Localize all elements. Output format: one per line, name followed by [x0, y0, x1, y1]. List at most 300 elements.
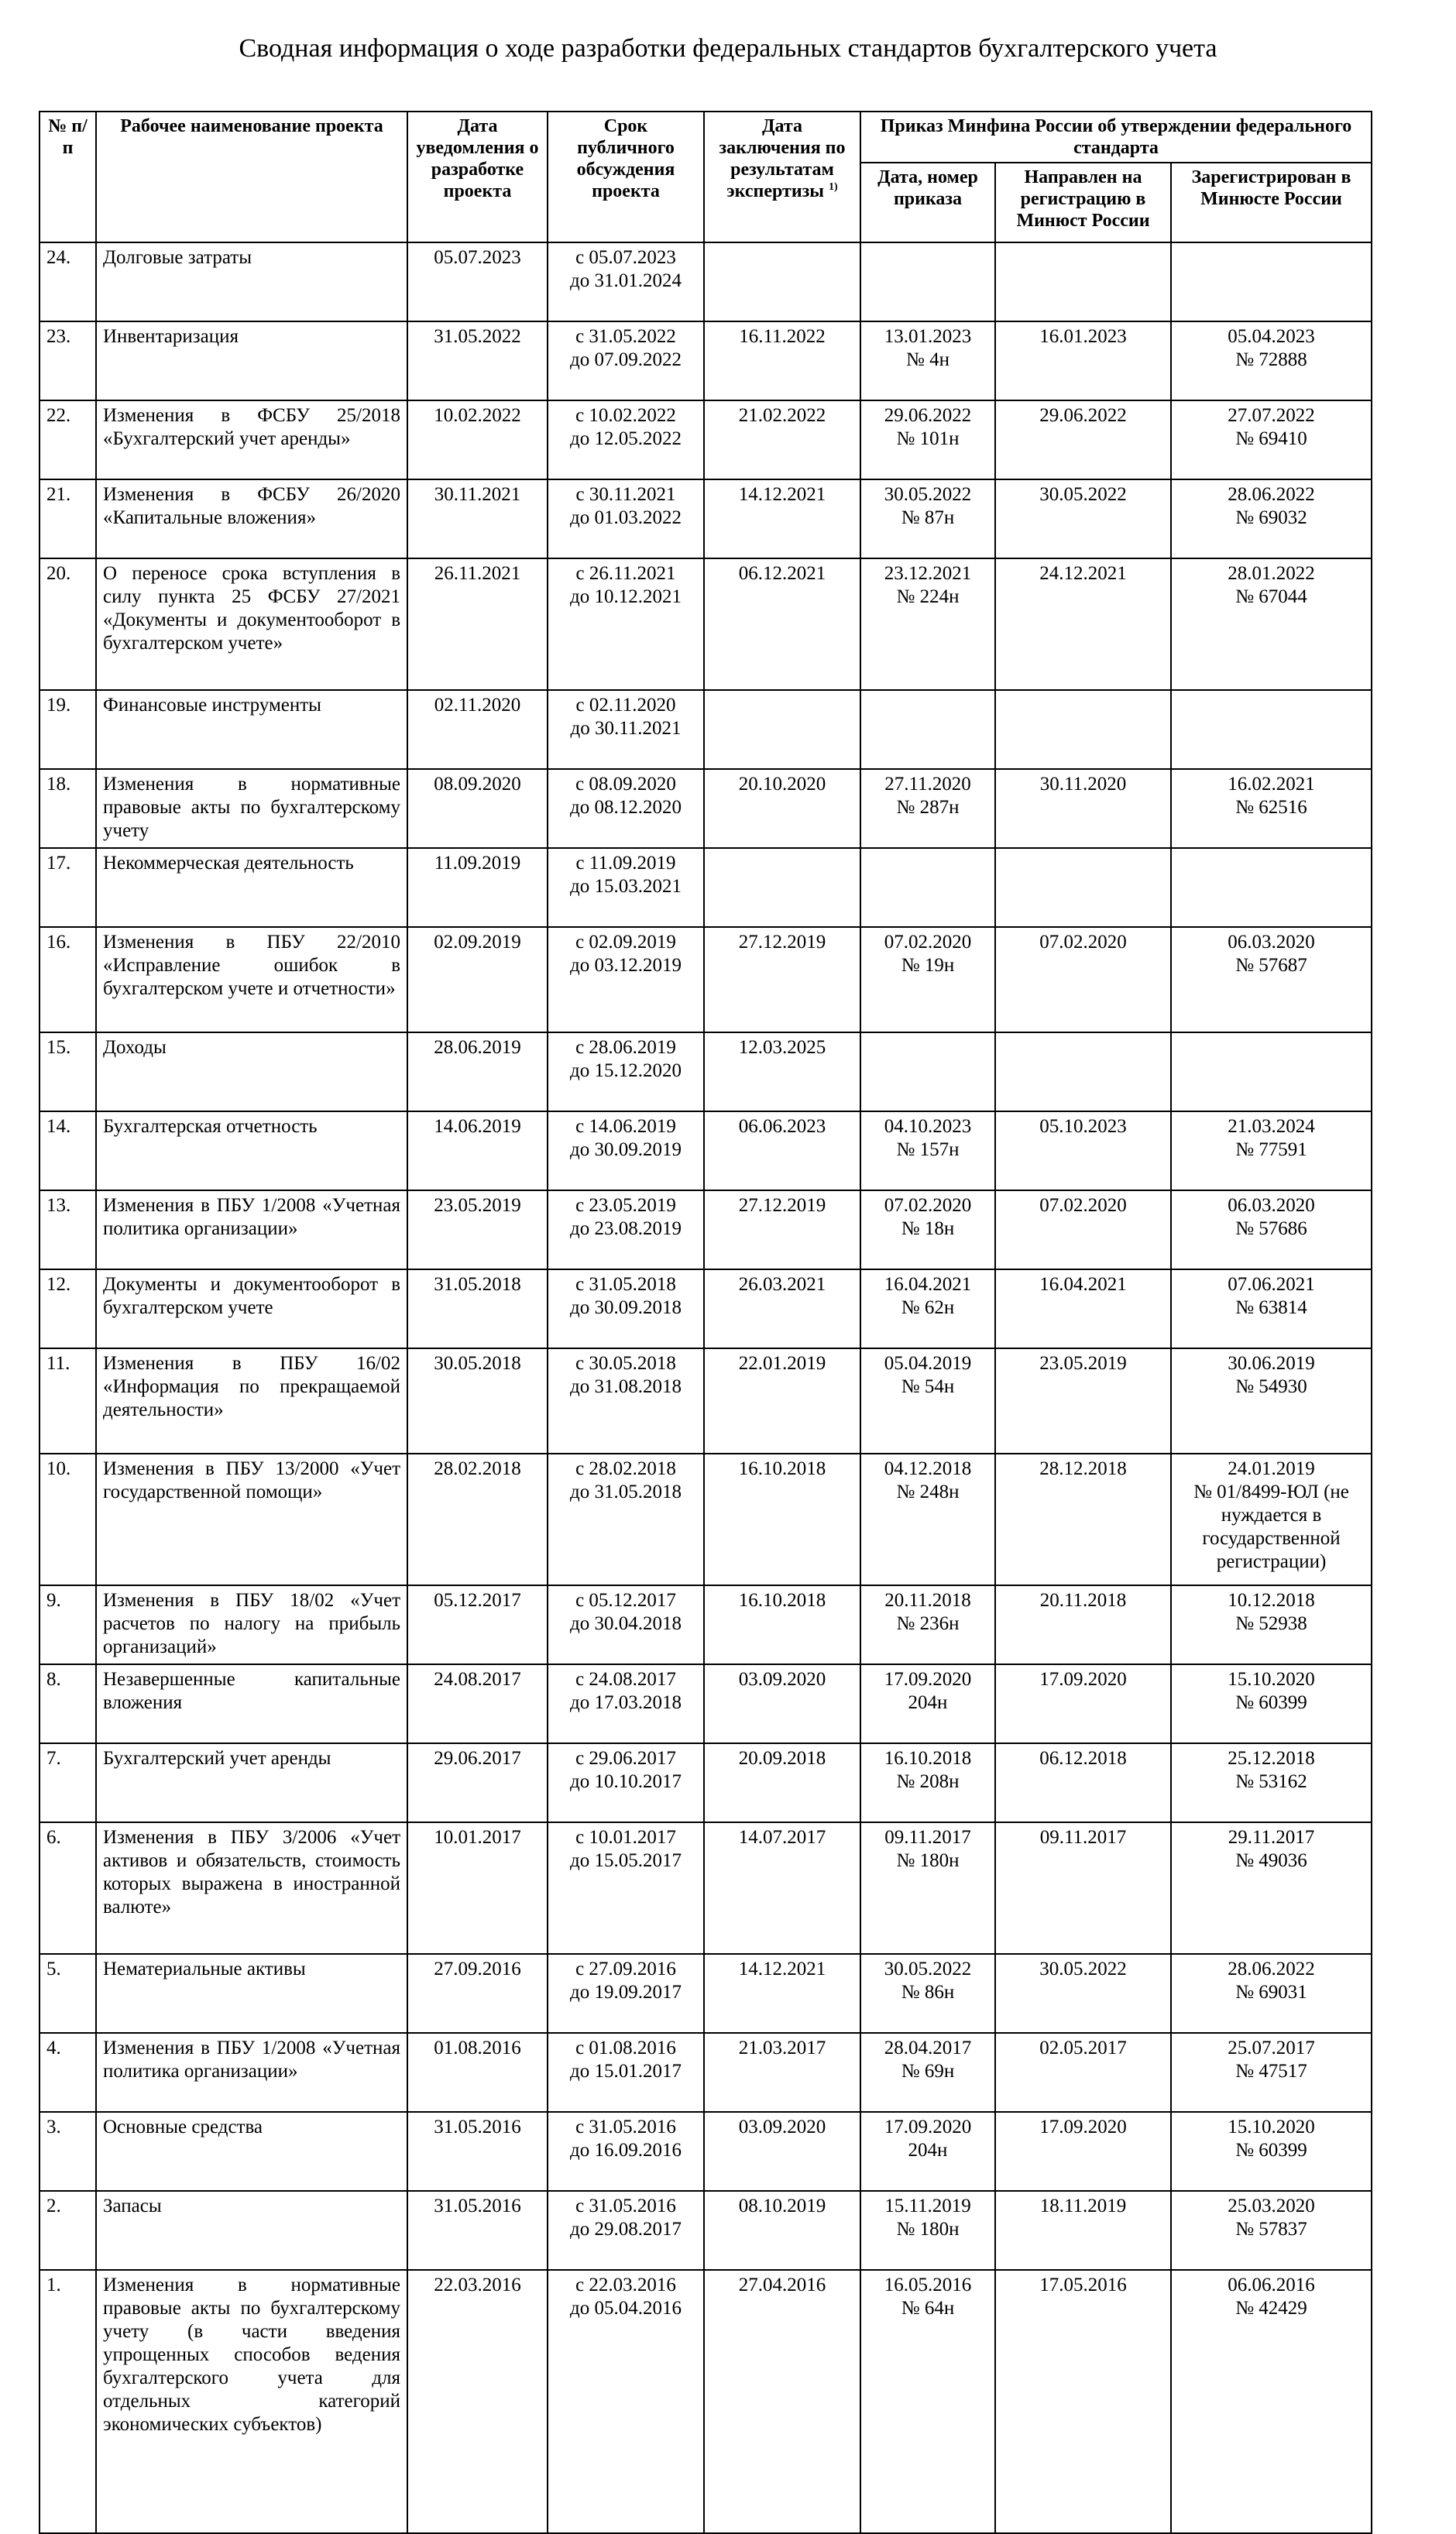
registration	[1171, 1032, 1372, 1111]
order-date-number-text: 05.04.2019	[884, 1353, 972, 1374]
table-row	[39, 321, 1372, 400]
project-name-text: Изменения в ПБУ 1/2008 «Учетная политика организации»	[103, 2038, 400, 2082]
row-number	[39, 1585, 96, 1664]
expertise-date	[704, 690, 860, 769]
project-name	[96, 1454, 407, 1585]
discussion-period-text: с 05.12.2017	[575, 1590, 676, 1611]
sent-date-text: 05.10.2023	[1039, 1116, 1127, 1137]
discussion-period-text: до 01.03.2022	[570, 507, 682, 528]
table-row	[39, 558, 1372, 690]
discussion-period-text: с 24.08.2017	[575, 1669, 676, 1690]
sent-date	[995, 690, 1171, 769]
order-date-number	[860, 242, 995, 321]
order-date-number-text: № 62н	[901, 1297, 955, 1318]
notice-date	[407, 1111, 548, 1190]
registration-text: № 60399	[1235, 1692, 1307, 1713]
order-date-number	[860, 1190, 995, 1269]
project-name-text: Доходы	[103, 1037, 167, 1058]
row-number-text: 4.	[46, 2038, 61, 2058]
row-number-text: 2.	[46, 2196, 61, 2216]
registration-text: 25.07.2017	[1228, 2038, 1315, 2058]
project-name	[96, 2112, 407, 2191]
notice-date	[407, 927, 548, 1032]
row-number	[39, 769, 96, 848]
sent-date-text: 07.02.2020	[1039, 932, 1127, 953]
registration-text: 10.12.2018	[1228, 1590, 1315, 1611]
order-date-number	[860, 1032, 995, 1111]
notice-date-text: 11.09.2019	[434, 853, 521, 874]
notice-date	[407, 242, 548, 321]
project-name-text: Изменения в нормативные правовые акты по бухгалтерскому учету	[103, 774, 400, 841]
notice-date-text: 24.08.2017	[434, 1669, 521, 1690]
registration	[1171, 242, 1372, 321]
registration	[1171, 1743, 1372, 1822]
expertise-date-text: 16.11.2022	[739, 326, 826, 347]
notice-date-text: 30.05.2018	[434, 1353, 521, 1374]
discussion-period-text: до 23.08.2019	[570, 1218, 682, 1239]
expertise-date	[704, 2033, 860, 2112]
notice-date-text: 08.09.2020	[434, 774, 521, 795]
notice-date-text: 05.12.2017	[434, 1590, 521, 1611]
row-number	[39, 1454, 96, 1585]
registration	[1171, 1269, 1372, 1348]
project-name-text: Запасы	[103, 2196, 162, 2216]
table-row	[39, 242, 1372, 321]
discussion-period-text: до 07.09.2022	[570, 349, 682, 370]
expertise-date	[704, 242, 860, 321]
row-number-text: 15.	[46, 1037, 71, 1058]
sent-date	[995, 2270, 1171, 2533]
sent-date-text: 16.04.2021	[1039, 1274, 1127, 1295]
sent-date	[995, 1585, 1171, 1664]
notice-date	[407, 1032, 548, 1111]
discussion-period-text: с 31.05.2016	[575, 2117, 676, 2137]
order-date-number-text: № 101н	[896, 428, 960, 449]
sent-date-text: 06.12.2018	[1039, 1748, 1127, 1769]
sent-date	[995, 1822, 1171, 1954]
registration-text: 24.01.2019	[1228, 1458, 1315, 1479]
standards-table	[39, 111, 1372, 2534]
row-number-text: 13.	[46, 1195, 71, 1216]
expertise-date-text: 20.10.2020	[738, 774, 826, 795]
row-number-text: 17.	[46, 853, 71, 874]
registration-text: № 60399	[1235, 2140, 1307, 2161]
discussion-period	[548, 1454, 704, 1585]
project-name	[96, 927, 407, 1032]
sent-date-text: 17.09.2020	[1039, 2117, 1127, 2137]
registration-text: № 69031	[1235, 1982, 1307, 2003]
row-number-text: 11.	[46, 1353, 70, 1374]
registration-text: № 42429	[1235, 2298, 1307, 2319]
registration-text: 15.10.2020	[1228, 1669, 1315, 1690]
table-row	[39, 1032, 1372, 1111]
table-row	[39, 2191, 1372, 2270]
header-order-group: Приказ Минфина России об утверждении федерального стандарта	[860, 112, 1372, 163]
header-num: № п/п	[39, 112, 96, 242]
discussion-period-text: с 23.05.2019	[575, 1195, 676, 1216]
order-date-number-text: № 248н	[896, 1482, 960, 1502]
expertise-date-text: 20.09.2018	[738, 1748, 826, 1769]
expertise-date	[704, 1743, 860, 1822]
project-name	[96, 690, 407, 769]
notice-date	[407, 321, 548, 400]
discussion-period	[548, 321, 704, 400]
order-date-number	[860, 927, 995, 1032]
discussion-period-text: до 31.01.2024	[570, 270, 682, 291]
expertise-date-text: 14.12.2021	[738, 484, 826, 505]
sent-date-text: 29.06.2022	[1039, 405, 1127, 426]
expertise-date	[704, 848, 860, 927]
notice-date-text: 28.02.2018	[434, 1458, 521, 1479]
order-date-number	[860, 558, 995, 690]
order-date-number-text: 04.10.2023	[884, 1116, 972, 1137]
discussion-period-text: с 30.05.2018	[575, 1353, 676, 1374]
discussion-period	[548, 769, 704, 848]
notice-date-text: 28.06.2019	[434, 1037, 521, 1058]
notice-date	[407, 848, 548, 927]
row-number	[39, 848, 96, 927]
registration-text: № 69410	[1235, 428, 1307, 449]
expertise-date-text: 14.07.2017	[738, 1827, 826, 1848]
discussion-period	[548, 927, 704, 1032]
order-date-number	[860, 2270, 995, 2533]
table-row	[39, 2033, 1372, 2112]
project-name-text: Изменения в ПБУ 13/2000 «Учет государственной помощи»	[103, 1458, 400, 1502]
registration-text: 06.03.2020	[1228, 1195, 1315, 1216]
discussion-period	[548, 1954, 704, 2033]
header-expertise-label: Дата заключения по результатам экспертизы	[719, 116, 846, 201]
notice-date-text: 27.09.2016	[434, 1959, 521, 1979]
sent-date	[995, 1111, 1171, 1190]
expertise-date	[704, 1269, 860, 1348]
registration	[1171, 1822, 1372, 1954]
order-date-number-text: 20.11.2018	[884, 1590, 971, 1611]
registration	[1171, 2270, 1372, 2533]
order-date-number-text: № 69н	[901, 2061, 955, 2082]
registration-text: № 54930	[1235, 1376, 1307, 1397]
header-expertise	[704, 112, 860, 242]
registration-text: 27.07.2022	[1228, 405, 1315, 426]
table-row	[39, 1190, 1372, 1269]
notice-date	[407, 558, 548, 690]
expertise-date	[704, 2270, 860, 2533]
project-name-text: Изменения в ФСБУ 25/2018 «Бухгалтерский учет аренды»	[103, 405, 400, 449]
expertise-date	[704, 1585, 860, 1664]
discussion-period-text: до 30.09.2019	[570, 1139, 682, 1160]
discussion-period-text: до 10.12.2021	[570, 586, 682, 607]
discussion-period-text: до 15.05.2017	[570, 1850, 682, 1871]
order-date-number-text: 204н	[908, 2140, 948, 2161]
discussion-period-text: до 16.09.2016	[570, 2140, 682, 2161]
notice-date	[407, 400, 548, 479]
order-date-number-text: № 64н	[901, 2298, 955, 2319]
notice-date	[407, 690, 548, 769]
expertise-date	[704, 558, 860, 690]
notice-date-text: 31.05.2016	[434, 2196, 521, 2216]
notice-date-text: 26.11.2021	[434, 563, 521, 584]
registration	[1171, 2112, 1372, 2191]
expertise-date	[704, 769, 860, 848]
registration-text: 30.06.2019	[1228, 1353, 1315, 1374]
expertise-date	[704, 479, 860, 558]
discussion-period-text: с 22.03.2016	[575, 2275, 676, 2295]
table-row	[39, 1954, 1372, 2033]
table-row	[39, 769, 1372, 848]
notice-date-text: 02.09.2019	[434, 932, 521, 953]
row-number-text: 14.	[46, 1116, 71, 1137]
row-number	[39, 1664, 96, 1743]
order-date-number-text: № 224н	[896, 586, 960, 607]
sent-date	[995, 479, 1171, 558]
registration-text: 28.06.2022	[1228, 1959, 1315, 1979]
sent-date	[995, 2112, 1171, 2191]
registration-text: № 57686	[1235, 1218, 1307, 1239]
discussion-period	[548, 242, 704, 321]
expertise-date-text: 06.12.2021	[738, 563, 826, 584]
notice-date-text: 14.06.2019	[434, 1116, 521, 1137]
sent-date-text: 30.05.2022	[1039, 484, 1127, 505]
order-date-number-text: 16.10.2018	[884, 1748, 972, 1769]
discussion-period	[548, 690, 704, 769]
registration	[1171, 479, 1372, 558]
discussion-period-text: с 01.08.2016	[575, 2038, 676, 2058]
project-name-text: Изменения в нормативные правовые акты по бухгалтерскому учету (в части введения упрощенных способов ведения бухгалтерского учета для отдельных категорий экономических субъектов)	[103, 2275, 400, 2435]
notice-date	[407, 1954, 548, 2033]
project-name	[96, 1822, 407, 1954]
discussion-period-text: с 11.09.2019	[575, 853, 676, 874]
registration	[1171, 2033, 1372, 2112]
order-date-number-text: 28.04.2017	[884, 2038, 972, 2058]
sent-date	[995, 1190, 1171, 1269]
registration-text: № 63814	[1235, 1297, 1307, 1318]
expertise-date	[704, 321, 860, 400]
registration-text: 05.04.2023	[1228, 326, 1315, 347]
order-date-number-text: 23.12.2021	[884, 563, 972, 584]
table-row	[39, 1269, 1372, 1348]
row-number-text: 24.	[46, 247, 71, 268]
expertise-date	[704, 1822, 860, 1954]
order-date-number	[860, 690, 995, 769]
sent-date	[995, 1348, 1171, 1454]
registration-text: № 52938	[1235, 1613, 1307, 1634]
row-number-text: 21.	[46, 484, 71, 505]
discussion-period-text: до 03.12.2019	[570, 955, 682, 976]
order-date-number-text: № 180н	[896, 1850, 960, 1871]
expertise-date-text: 22.01.2019	[738, 1353, 826, 1374]
discussion-period	[548, 1348, 704, 1454]
notice-date-text: 29.06.2017	[434, 1748, 521, 1769]
registration-text: № 77591	[1235, 1139, 1307, 1160]
discussion-period-text: до 05.04.2016	[570, 2298, 682, 2319]
registration	[1171, 2191, 1372, 2270]
notice-date-text: 05.07.2023	[434, 247, 521, 268]
notice-date-text: 30.11.2021	[434, 484, 521, 505]
project-name-text: Основные средства	[103, 2117, 263, 2137]
row-number	[39, 1111, 96, 1190]
table-body	[39, 242, 1372, 2533]
sent-date	[995, 321, 1171, 400]
project-name	[96, 1743, 407, 1822]
notice-date-text: 02.11.2020	[434, 695, 521, 716]
notice-date	[407, 1190, 548, 1269]
registration-text: 29.11.2017	[1228, 1827, 1315, 1848]
registration-text: № 62516	[1235, 797, 1307, 818]
order-date-number-text: № 86н	[901, 1982, 955, 2003]
header-registered: Зарегистрирован в Минюсте России	[1171, 163, 1372, 242]
expertise-date-text: 06.06.2023	[738, 1116, 826, 1137]
header-notice: Дата уведомления о разработке проекта	[407, 112, 548, 242]
registration-text: № 57687	[1235, 955, 1307, 976]
notice-date	[407, 1822, 548, 1954]
project-name-text: Некоммерческая деятельность	[103, 853, 354, 874]
project-name-text: Изменения в ФСБУ 26/2020 «Капитальные вложения»	[103, 484, 400, 528]
row-number-text: 22.	[46, 405, 71, 426]
registration	[1171, 321, 1372, 400]
order-date-number	[860, 2191, 995, 2270]
project-name-text: Незавершенные капитальные вложения	[103, 1669, 400, 1713]
row-number	[39, 690, 96, 769]
expertise-date	[704, 1032, 860, 1111]
row-number	[39, 2191, 96, 2270]
notice-date-text: 01.08.2016	[434, 2038, 521, 2058]
expertise-date-text: 27.04.2016	[738, 2275, 826, 2295]
discussion-period-text: до 19.09.2017	[570, 1982, 682, 2003]
project-name-text: Изменения в ПБУ 1/2008 «Учетная политика организации»	[103, 1195, 400, 1239]
notice-date-text: 31.05.2022	[434, 326, 521, 347]
discussion-period	[548, 2270, 704, 2533]
sent-date	[995, 2033, 1171, 2112]
order-date-number	[860, 1822, 995, 1954]
discussion-period	[548, 1190, 704, 1269]
notice-date-text: 23.05.2019	[434, 1195, 521, 1216]
order-date-number-text: № 236н	[896, 1613, 960, 1634]
discussion-period	[548, 558, 704, 690]
sent-date-text: 17.05.2016	[1039, 2275, 1127, 2295]
registration-text: № 67044	[1235, 586, 1307, 607]
footnote-marker: 1)	[829, 181, 838, 193]
expertise-date-text: 16.10.2018	[738, 1458, 826, 1479]
discussion-period-text: с 31.05.2016	[575, 2196, 676, 2216]
discussion-period-text: до 15.03.2021	[570, 876, 682, 897]
row-number	[39, 1954, 96, 2033]
row-number	[39, 1822, 96, 1954]
registration-text: 06.06.2016	[1228, 2275, 1315, 2295]
project-name	[96, 1190, 407, 1269]
row-number	[39, 1269, 96, 1348]
expertise-date-text: 12.03.2025	[738, 1037, 826, 1058]
order-date-number-text: № 287н	[896, 797, 960, 818]
order-date-number	[860, 2112, 995, 2191]
row-number-text: 1.	[46, 2275, 61, 2295]
order-date-number	[860, 769, 995, 848]
sent-date-text: 24.12.2021	[1039, 563, 1127, 584]
expertise-date-text: 21.02.2022	[738, 405, 826, 426]
row-number	[39, 1190, 96, 1269]
row-number	[39, 321, 96, 400]
table-row	[39, 1111, 1372, 1190]
discussion-period	[548, 2033, 704, 2112]
discussion-period-text: до 15.12.2020	[570, 1060, 682, 1081]
row-number-text: 9.	[46, 1590, 61, 1611]
order-date-number	[860, 848, 995, 927]
sent-date-text: 09.11.2017	[1039, 1827, 1127, 1848]
notice-date	[407, 1348, 548, 1454]
order-date-number-text: 204н	[908, 1692, 948, 1713]
registration-text: 06.03.2020	[1228, 932, 1315, 953]
expertise-date	[704, 1190, 860, 1269]
table-row	[39, 1664, 1372, 1743]
order-date-number	[860, 1743, 995, 1822]
expertise-date	[704, 1454, 860, 1585]
order-date-number-text: 16.05.2016	[884, 2275, 972, 2295]
sent-date-text: 07.02.2020	[1039, 1195, 1127, 1216]
project-name	[96, 558, 407, 690]
row-number-text: 3.	[46, 2117, 61, 2137]
project-name-text: Долговые затраты	[103, 247, 252, 268]
expertise-date-text: 03.09.2020	[738, 2117, 826, 2137]
discussion-period-text: с 30.11.2021	[575, 484, 676, 505]
row-number-text: 18.	[46, 774, 71, 795]
order-date-number-text: 30.05.2022	[884, 484, 972, 505]
page-title: Сводная информация о ходе разработки федеральных стандартов бухгалтерского учета	[239, 34, 1217, 63]
table-row	[39, 1822, 1372, 1954]
expertise-date-text: 26.03.2021	[738, 1274, 826, 1295]
project-name	[96, 1269, 407, 1348]
order-date-number-text: 17.09.2020	[884, 2117, 972, 2137]
discussion-period	[548, 1822, 704, 1954]
registration-text: № 53162	[1235, 1771, 1307, 1792]
order-date-number-text: № 208н	[896, 1771, 960, 1792]
order-date-number-text: 07.02.2020	[884, 932, 972, 953]
notice-date	[407, 2033, 548, 2112]
order-date-number-text: 15.11.2019	[884, 2196, 971, 2216]
row-number-text: 16.	[46, 932, 71, 953]
discussion-period-text: до 17.03.2018	[570, 1692, 682, 1713]
sent-date	[995, 769, 1171, 848]
row-number	[39, 1032, 96, 1111]
project-name-text: Финансовые инструменты	[103, 695, 321, 716]
registration	[1171, 1664, 1372, 1743]
table-row	[39, 848, 1372, 927]
discussion-period-text: до 31.08.2018	[570, 1376, 682, 1397]
project-name-text: Инвентаризация	[103, 326, 239, 347]
notice-date-text: 22.03.2016	[434, 2275, 521, 2295]
expertise-date	[704, 1111, 860, 1190]
expertise-date-text: 03.09.2020	[738, 1669, 826, 1690]
discussion-period-text: до 15.01.2017	[570, 2061, 682, 2082]
expertise-date	[704, 2112, 860, 2191]
notice-date-text: 10.02.2022	[434, 405, 521, 426]
notice-date	[407, 479, 548, 558]
row-number-text: 20.	[46, 563, 71, 584]
header-order-date: Дата, номер приказа	[860, 163, 995, 242]
registration	[1171, 1111, 1372, 1190]
order-date-number-text: 27.11.2020	[884, 774, 971, 795]
project-name-text: Документы и документооборот в бухгалтерском учете	[103, 1274, 400, 1318]
notice-date-text: 31.05.2016	[434, 2117, 521, 2137]
row-number-text: 8.	[46, 1669, 61, 1690]
order-date-number	[860, 1664, 995, 1743]
expertise-date-text: 27.12.2019	[738, 932, 826, 953]
discussion-period	[548, 2191, 704, 2270]
order-date-number	[860, 400, 995, 479]
order-date-number	[860, 1954, 995, 2033]
order-date-number	[860, 1111, 995, 1190]
discussion-period-text: с 27.09.2016	[575, 1959, 676, 1979]
discussion-period-text: с 10.01.2017	[575, 1827, 676, 1848]
order-date-number-text: № 87н	[901, 507, 955, 528]
expertise-date	[704, 1348, 860, 1454]
